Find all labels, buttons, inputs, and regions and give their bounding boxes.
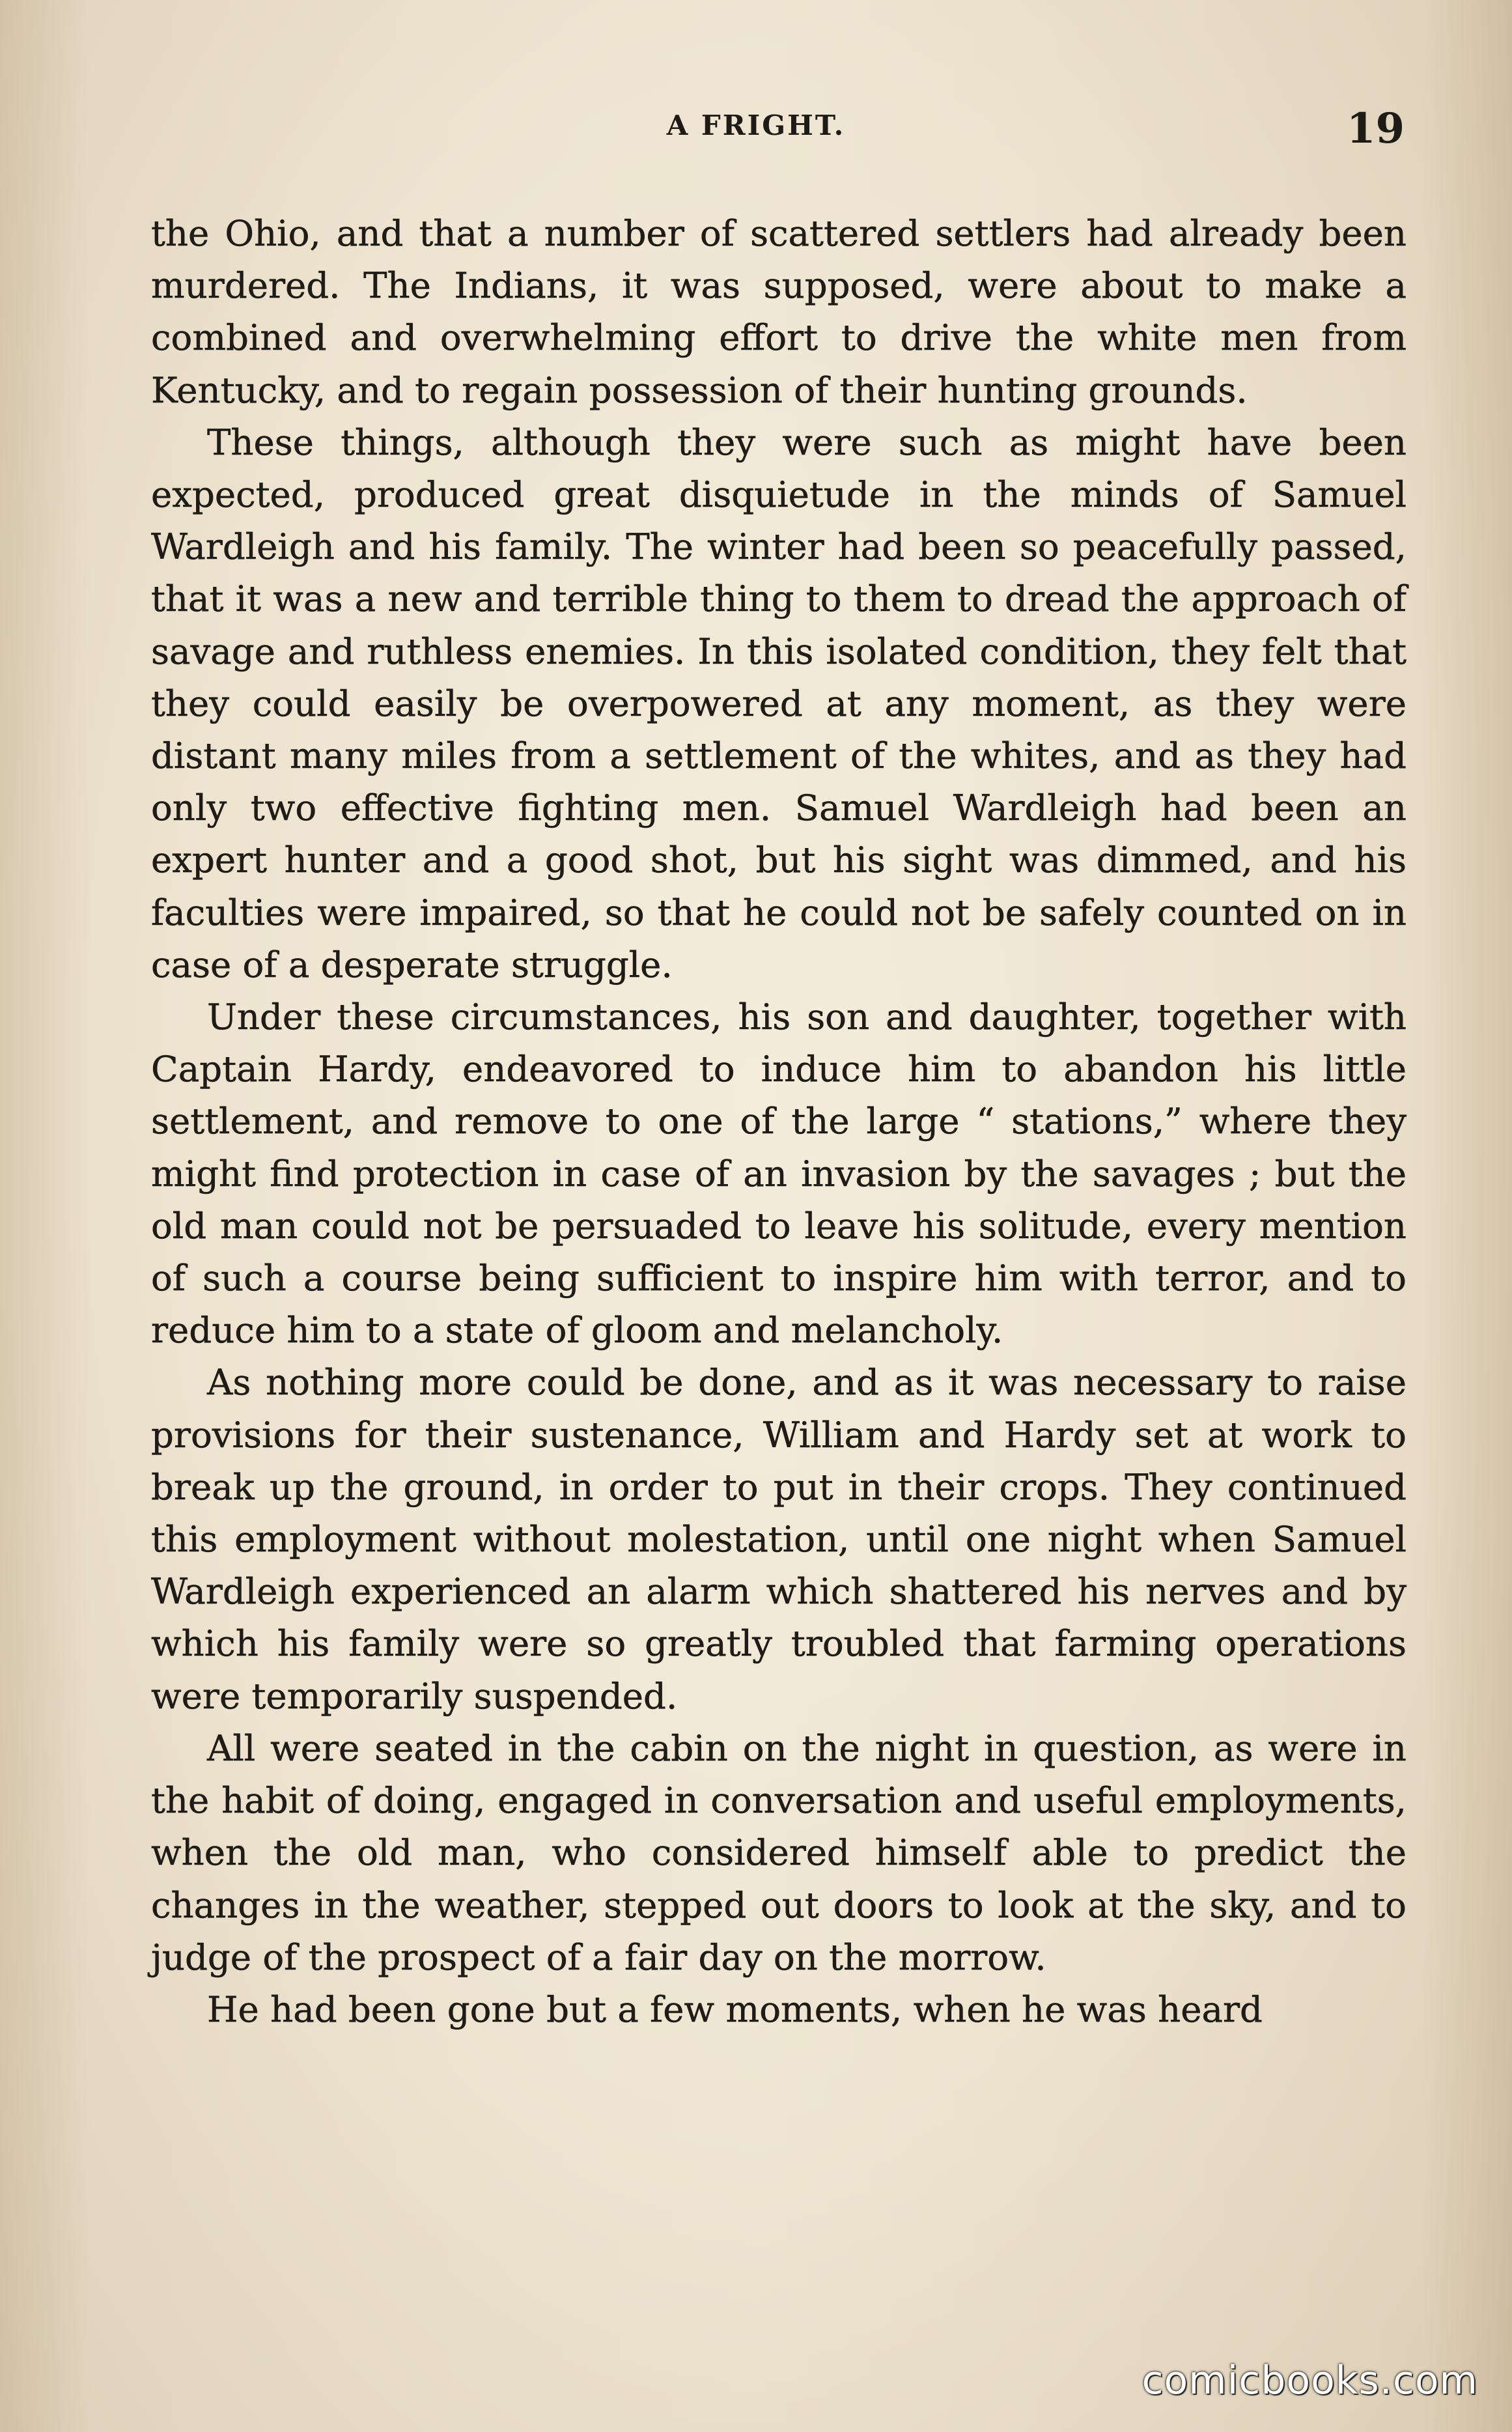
- paragraph: All were seated in the cabin on the night in question, as were in the habit of doing, engaged in conversation and useful employments, when the old man, who considered himself able to predict the changes in the weather, stepped out doors to look at the sky, and to judge of the prospect of a fair day on the morrow.: [151, 1727, 1407, 1978]
- paragraph: These things, although they were such as might have been expected, produced great disquietude in the minds of Samuel Wardleigh and his family. The winter had been so peacefully passed, that it was a new and terrible thing to them to dread the approach of savage and ruthless enemies. In this isolated condition, they felt that they could easily be overpowered at any moment, as they were distant many miles from a settlement of the whites, and as they had only two effective fighting men. Samuel Wardleigh had been an expert hunter and a good shot, but his sight was dimmed, and his faculties were impaired, so that he could not be safely counted on in case of a desperate struggle.: [151, 421, 1407, 985]
- running-head: A FRIGHT.: [666, 109, 846, 141]
- paragraph: He had been gone but a few moments, when he was heard: [207, 1988, 1263, 2030]
- page-header: [0, 104, 1512, 162]
- page-number: 19: [1346, 104, 1405, 153]
- paragraph: Under these circumstances, his son and daughter, together with Captain Hardy, endeavored to induce him to abandon his little settlement, and remove to one of the large “ stations,” where they might find protection in case of an invasion by the savages ; but the old man could not be persuaded to leave his solitude, every mention of such a course being sufficient to inspire him with terror, and to reduce him to a state of gloom and melancholy.: [151, 996, 1407, 1351]
- watermark: comicbooks.com: [1141, 2358, 1478, 2403]
- body-text: [151, 207, 1407, 2035]
- paragraph: As nothing more could be done, and as it was necessary to raise provisions for their sustenance, William and Hardy set at work to break up the ground, in order to put in their crops. They continued this employment without molestation, until one night when Samuel Wardleigh experienced an alarm which shattered his nerves and by which his family were so greatly troubled that farming operations were temporarily suspended.: [151, 1361, 1407, 1717]
- paragraph: the Ohio, and that a number of scattered settlers had already been murdered. The Indians, it was supposed, were about to make a combined and overwhelming effort to drive the white men from Kentucky, and to regain possession of their hunting grounds.: [151, 212, 1407, 411]
